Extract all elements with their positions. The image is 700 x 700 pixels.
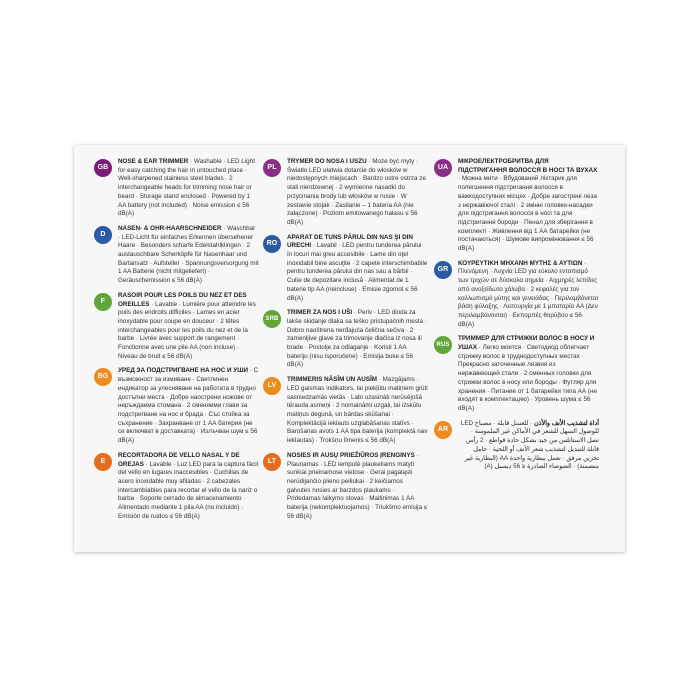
language-entry-lt [263,452,428,522]
badge-ro: RO [263,235,281,253]
entry-body: · Washable · LED Light for easy catching the hair in untouched place · Well-sharpened stainless steel blades · 2 interchangeable heads for trimming nose hair or beard · Storage stand enclosed · Powered by 1 AA battery (not included) · Noise emission ≤ 56 dB(A) [118,158,255,218]
language-entry-bg [94,367,259,445]
entry-title: NOSE & EAR TRIMMER [118,158,189,165]
entry-body: · Можна мити · Вбудований ліхтарик для полегшення підстригання волосся в важкодоступних місцях · Добре загострені леза з нержавіючої сталі · 2 змінні головки-насадки для підстригання волосся в носі та для підстригання бороди · Пенал для зберігання в комплекті · Живлення від 1 АА батарейки (не постачаються) · Шумове випромінювання ≤ 56 dB(A) [458,175,597,253]
entry-body: · Periv · LED dioda za lakše skidanje dlaka sa teško pristupačnih mesta · Dobro naoštrena nerđajuća čelična sečiva · 2 zamenljive glave za trimovanje dlačica iz nosa ili brade · Postolje za odlaganje · Koristi 1 AA bateriju (nisu isporučene) · Emisija buke ≤ 56 dB(A) [287,309,428,369]
badge-lt: LT [263,453,281,471]
entry-text [458,158,599,254]
badge-gr: GR [434,261,452,279]
badge-ua: UA [434,159,452,177]
entry-text [118,452,259,522]
badge-ar: AR [434,421,452,439]
language-entry-ua [434,158,599,254]
entry-body: · Plaunamas · LED lemputė plaukeliams matyti sunkiai prieinamose vietose · Gerai pagaląsti nerūdijančio plieno peiliukai · 2 keičiamos galvutės nosies ar barzdos plaukams · Pridedamas laikymo stovas · Maitinimas 1 AA baterija (nekomplektuojamos) · Triukšmo emisija ≤ 56 dB(A) [287,451,428,520]
entry-text [458,420,599,472]
entry-body: · С възможност за измиване · Светлинен индикатор за улесняване на работата в трудно достъпни места · Добре наострени ножове от неръждаема стомана · 2 сменяеми глави за подстригване на нос и брада · Със стойка за съхранение · Захранване от 1 АА батерия (не се включват в доставката) · Излъчван шум ≤ 56 dB(A) [118,367,259,445]
entry-body: · Lavable · Luz LED para la captura fácil del vello en lugares inaccesibles · Cuchillas de acero inoxidable muy afiladas · 2 cabezales intercambiables para recortar el vello de la nariz o barba · Soporte cerrado de almacenamiento · Alimentado mediante 1 pila AA (no incluido) · Emisión de ruidos ≤ 56 dB(A) [118,460,259,520]
instruction-sheet [74,145,625,552]
entry-title: TRIMER ZA NOS I UŠI [287,309,353,317]
column-3 [434,158,599,472]
entry-title: МІКРОЕЛЕКТРОБРИТВА ДЛЯ ПІДСТРИГАННЯ ВОЛОССЯ В НОСІ ТА ВУХАХ [458,158,598,174]
entry-text [118,292,259,362]
language-entry-f [94,292,259,362]
entry-body: · Легко моется · Светодиод облегчает стрижку волос в труднодоступных местах · Прекрасно заточенные лезвия из нержавеющей стали · 2 сменных головки для стрижки волос в носу или бороды · Футляр для хранения · Питание от 1 батарейки типа АА (не входят в комплектацию) · Уровень шума ≤ 56 dB(A) [458,344,597,412]
language-entry-srb [263,309,428,370]
entry-body: · Πλενόμενη · Λυχνία LED για εύκολο εντοπισμό των τριχών σε δύσκολα σημεία · Αιχμηρές λεπίδες από ανοξείδωτο χάλυβα · 2 κεφαλές για τον καλλωπισμό μύτης και γενειάδας · Περιλαμβάνεται βάση φύλαξης · Λειτουργία με 1 μπαταρία AA (Δεν περιλαμβάνονται) · Εκπομπές θορύβου ≤ 56 dB(A) [458,259,598,328]
entry-body: · Waschbar · LED-Licht für einfaches Erkennen übersehener Haare · Besonders scharfe Edelstahlklingen · 2 austauschbare Scherköpfe für Nasenhaar und Bartansatz · Aufsteller · Spannungsversorgung mit 1 AA Batterie (nicht mitgeliefert) · Geräuschemission ≤ 56 dB(A) [118,224,259,285]
entry-text [287,452,428,522]
badge-bg: BG [94,368,112,386]
entry-text [287,376,428,446]
badge-lv: LV [263,377,281,395]
entry-text [458,260,599,330]
entry-body: · Lavable · Lumière pour atteindre les poils des endroits difficiles · Lames en acier inoxydable pour coupe en douceur · 2 têtes interchangeables pour les poils du nez et de la barbe · Livrée avec support de rangement · Fonctionne avec une pile AA (non incluse) · Niveau de bruit ≤ 56 dB(A) [118,300,256,360]
entry-title: RASOIR POUR LES POILS DU NEZ ET DES OREILLES [118,291,247,308]
entry-text [287,158,428,228]
entry-title: TRIMMERIS NĀSĪM UN AUSĪM [287,376,378,384]
entry-text [118,367,259,445]
badge-srb: SRB [263,310,281,328]
language-entry-rus [434,335,599,413]
entry-text [287,234,428,304]
entry-title: NASEN- & OHR-HAARSCHNEIDER [118,224,222,232]
entry-title: RECORTADORA DE VELLO NASAL Y DE OREJAS [118,451,240,468]
badge-f: F [94,293,112,311]
entry-title: NOSIES IR AUSŲ PRIEŽIŪROS ĮRENGINYS [287,451,415,459]
entry-body: · Lavabil · LED pentru tunderea părului în locuri mai greu accesibile · Lame din oţel inoxidabil bine ascuţite · 2 capete interschimbabile pentru tunderea părului din nas sau a bărbii · Cutie de depozitare inclusă · Alimentat de 1 baterie tip AA (neinclusе) · Emisie zgomot ≤ 56 dB(A) [287,242,428,302]
entry-title: ТРИММЕР ДЛЯ СТРИЖКИ ВОЛОС В НОСУ И УШАХ [458,335,595,352]
entry-title: ΚΟΥΡΕΥΤΙΚΗ ΜΗΧΑΝΗ ΜΥΤΗΣ & ΑΥΤΙΩΝ [458,259,583,267]
entry-body: · Mazgājams · LED gaismas indikators, lai piekļūtu matiņiem grūti sasniedzamās vietās · Labi uzasināti nerūsējošā tērauda asmeņi · 2 nomaināmi uzgaļi, lai izskūtu matiņus degunā, un bārdas skūšanai · Komplektācijā ieklauts uzglabāšanas statīvs · Barošanas avots 1 AA tipa baterija (komplektā nav ieklautas) · Trokšņu līmenis ≤ 56 dB(A) [287,376,428,445]
entry-body: · Może być myty · Światło LED ułatwia dotarcie do włosków w niedostępnych miejscach · Bardzo ostre ostrza ze stali nierdzewnej · 2 wymienne nasadki do przycinania brody lub włosków w nosie · W zestawie stojak · Zasilanie – 1 bateria AA (nie załączone) · Poziom emitowanego hałasu ≤ 56 dB(A) [287,158,426,226]
language-entry-lv [263,376,428,446]
entry-text [458,335,599,413]
language-entry-gb [94,158,259,219]
badge-d: D [94,226,112,244]
language-entry-gr [434,260,599,330]
badge-pl: PL [263,159,281,177]
entry-title: TRYMER DO NOSA I USZU [287,158,367,165]
language-entry-d [94,225,259,286]
language-entry-ro [263,234,428,304]
entry-body: · للغسل قابلة · مصباح LED للوصول السهل للشعر في الأماكن غير الملموسة · نصل الاستانلس من جيد بشكل حادة قواطع · 2 رأس قابلة للتبديل لتشذيب شعر الأنف أو اللحية · حامل تخزين مرفق · تعمل ببطارية واحدة AA (البطارية غير متضمنة) · الضوضاء الصادرة ≤ 56 ديسبل (A) [460,419,599,471]
entry-title: APARAT DE TUNS PĂRUL DIN NAS ŞI DIN URECHI [287,233,413,250]
entry-text [287,309,428,370]
entry-title: УРЕД ЗА ПОДСТРИГВАНЕ НА НОС И УШИ [118,367,249,375]
entry-text [118,158,259,219]
language-entry-e [94,452,259,522]
badge-rus: RUS [434,336,452,354]
column-2 [263,158,428,521]
language-entry-pl [263,158,428,228]
entry-text [118,225,259,286]
badge-gb: GB [94,159,112,177]
badge-e: E [94,453,112,471]
language-entry-ar [434,420,599,472]
column-1 [94,158,259,521]
entry-title: أداة لتشذيب الأنف والأذن [534,419,599,427]
